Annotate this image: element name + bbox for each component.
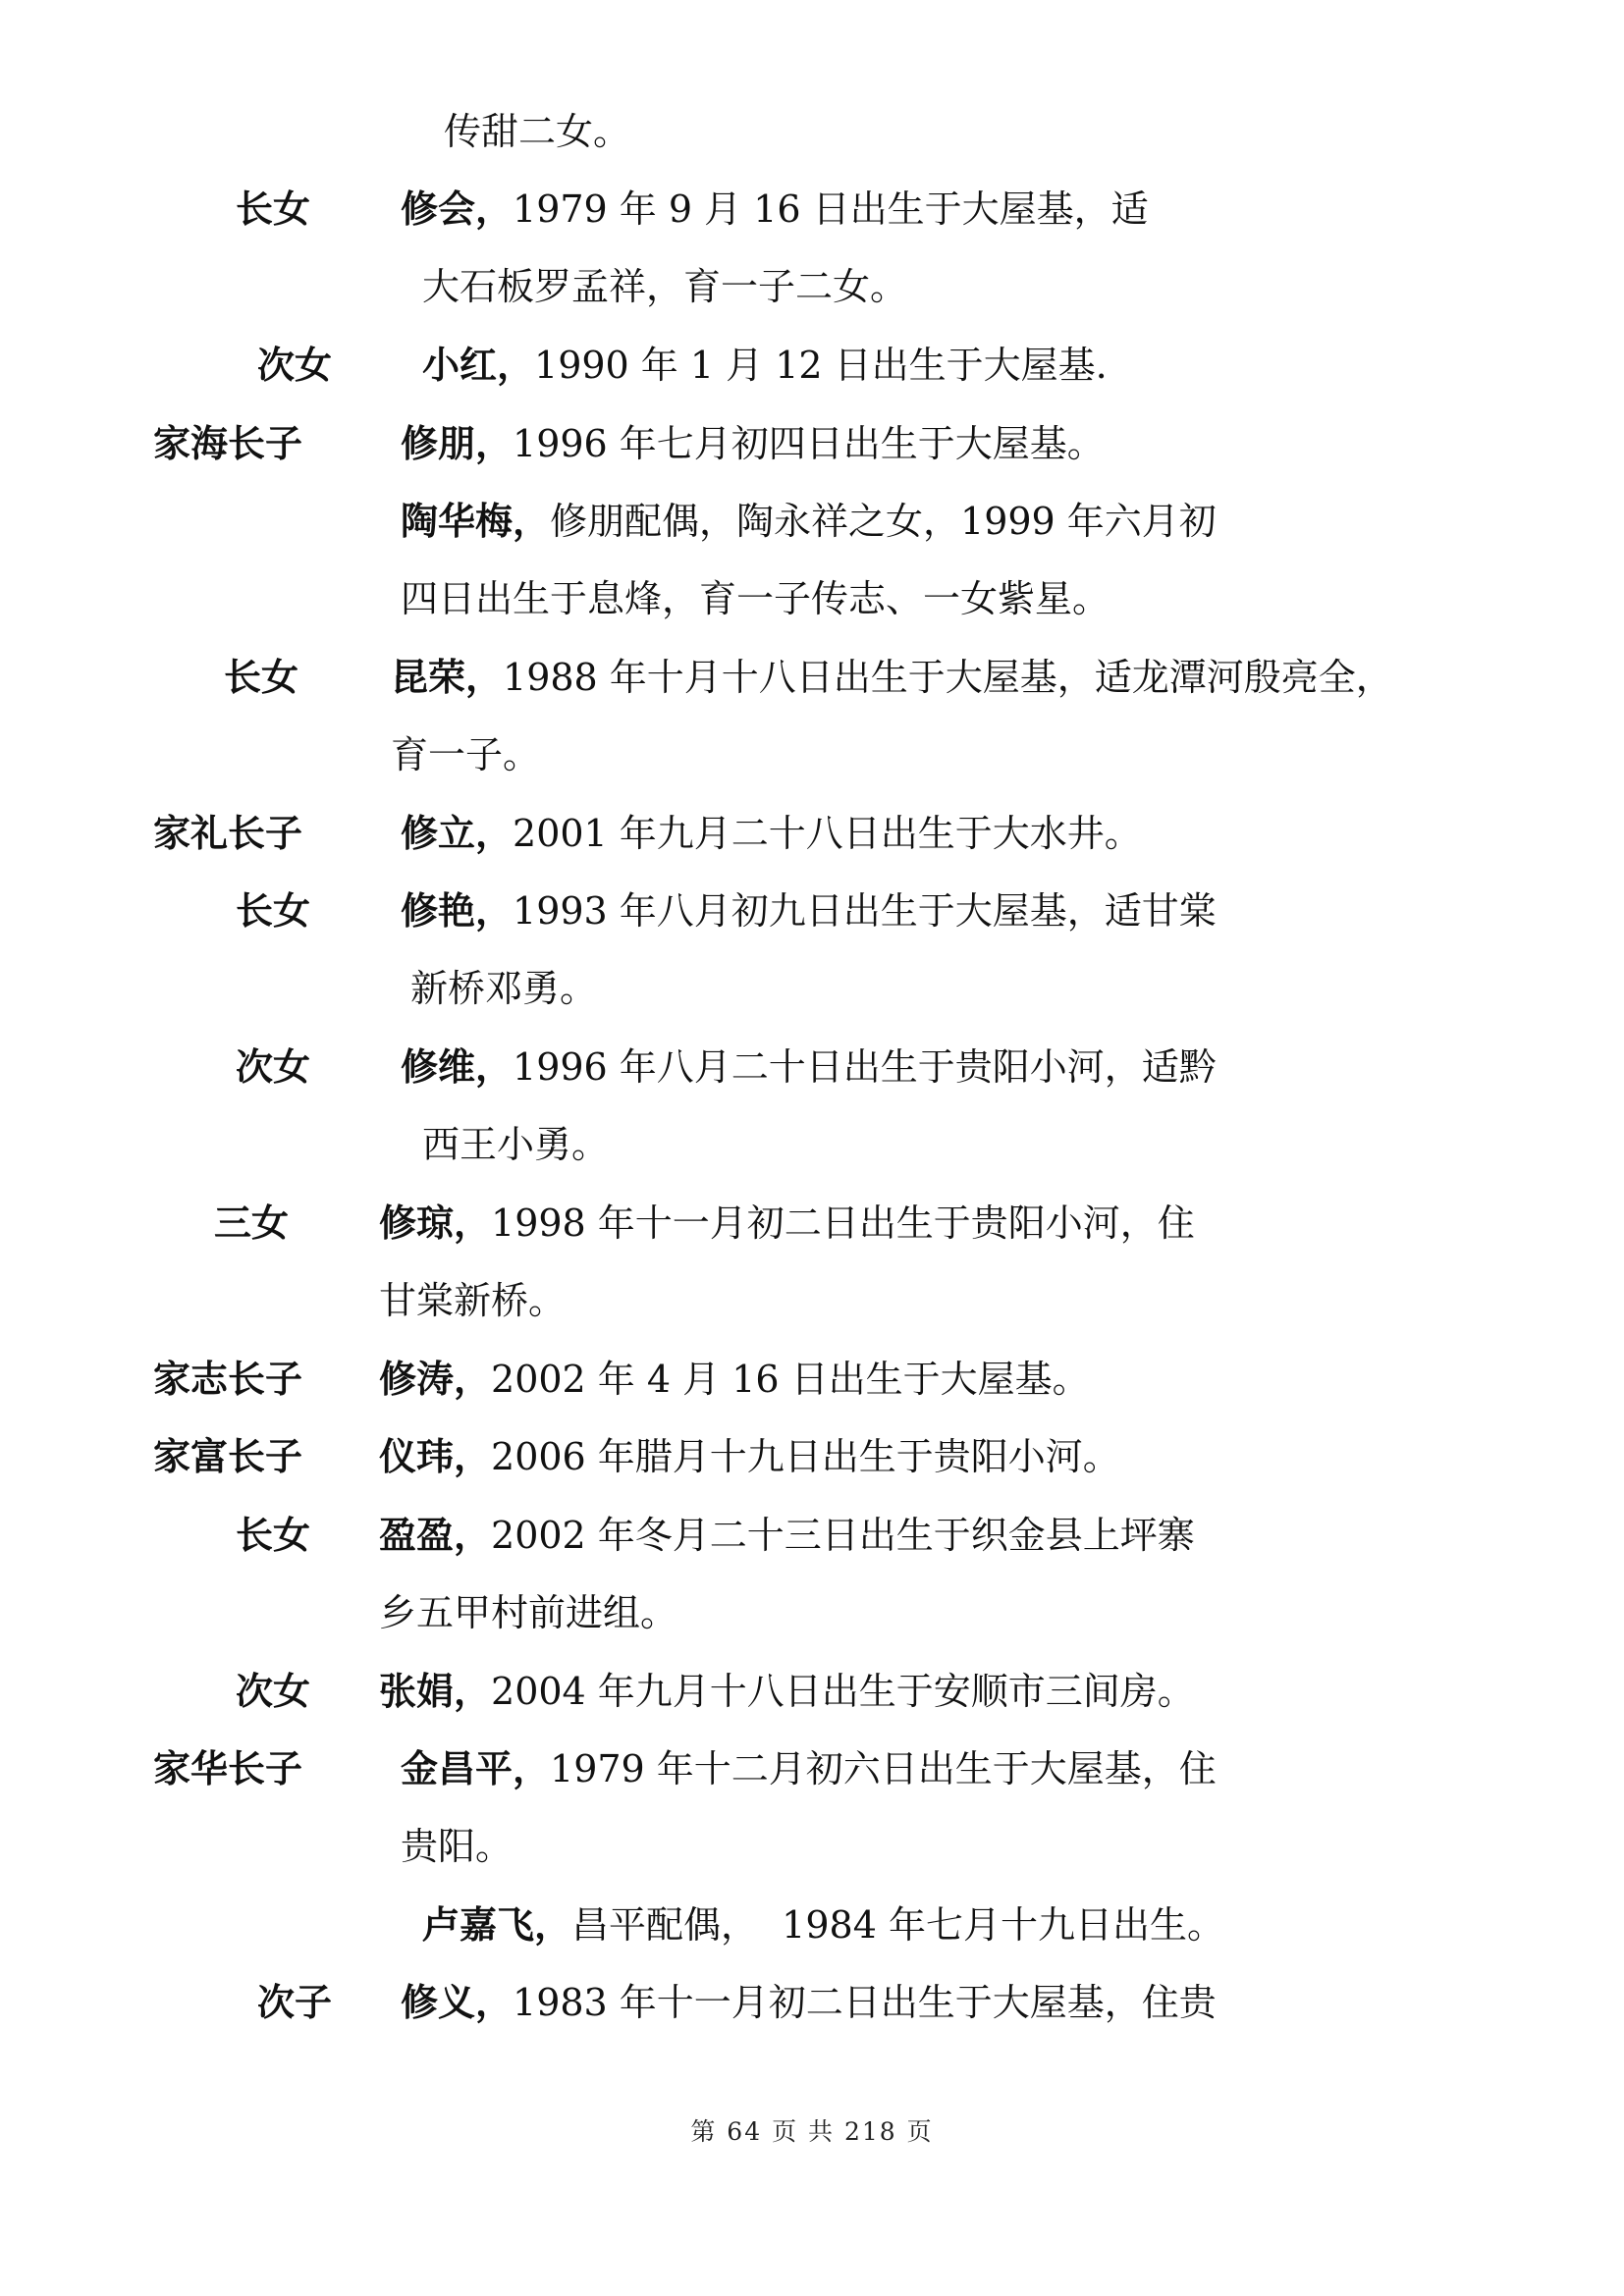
- genealogy-entry: 修朋，1996 年七月初四日出生于大屋基。: [401, 421, 1105, 465]
- relation-label: 三女: [214, 1201, 290, 1245]
- genealogy-entry: 修维，1996 年八月二十日出生于贵阳小河，适黔: [401, 1044, 1217, 1089]
- relation-label: 长女: [236, 187, 311, 231]
- relation-label: 长女: [224, 655, 299, 699]
- genealogy-entry: 修义，1983 年十一月初二日出生于大屋基，住贵: [401, 1980, 1217, 2024]
- text-line: 乡五甲村前进组。: [379, 1591, 678, 1634]
- genealogy-entry: 昆荣，1988 年十月十八日出生于大屋基，适龙潭河殷亮全，: [391, 655, 1393, 699]
- person-name: 盈盈，: [379, 1513, 492, 1557]
- genealogy-entry: 金昌平，1979 年十二月初六日出生于大屋基，住: [401, 1746, 1217, 1790]
- person-name: 小红，: [422, 343, 535, 387]
- genealogy-entry: 修琼，1998 年十一月初二日出生于贵阳小河，住: [379, 1201, 1195, 1245]
- person-name: 修朋，: [401, 421, 514, 465]
- relation-label: 长女: [236, 1513, 311, 1557]
- genealogy-entry: 张娟，2004 年九月十八日出生于安顺市三间房。: [379, 1669, 1195, 1713]
- person-name: 仪玮，: [379, 1434, 492, 1478]
- person-name: 修琼，: [379, 1201, 492, 1245]
- text-line: 西王小勇。: [422, 1123, 610, 1166]
- relation-label: 家志长子: [153, 1357, 303, 1401]
- genealogy-entry: 修会，1979 年 9 月 16 日出生于大屋基，适: [401, 187, 1149, 231]
- genealogy-entry: 陶华梅，修朋配偶，陶永祥之女，1999 年六月初: [401, 499, 1217, 543]
- genealogy-entry: 修艳，1993 年八月初九日出生于大屋基，适甘棠: [401, 888, 1217, 933]
- genealogy-entry: 盈盈，2002 年冬月二十三日出生于织金县上坪寨: [379, 1513, 1195, 1557]
- person-name: 修艳，: [401, 888, 514, 933]
- genealogy-entry: 卢嘉飞，昌平配偶， 1984 年七月十九日出生。: [422, 1902, 1224, 1947]
- text-line: 传甜二女。: [444, 110, 631, 153]
- relation-label: 次女: [236, 1044, 311, 1089]
- person-name: 修维，: [401, 1044, 514, 1089]
- text-line: 四日出生于息烽，育一子传志、一女紫星。: [401, 577, 1110, 620]
- person-name: 修义，: [401, 1980, 514, 2024]
- relation-label: 长女: [236, 888, 311, 933]
- person-name: 修涛，: [379, 1357, 492, 1401]
- text-line: 甘棠新桥。: [379, 1279, 567, 1322]
- text-line: 贵阳。: [401, 1825, 514, 1868]
- relation-label: 家礼长子: [153, 811, 303, 855]
- relation-label: 家华长子: [153, 1746, 303, 1790]
- person-name: 张娟，: [379, 1669, 492, 1713]
- person-name: 修会，: [401, 187, 514, 231]
- page-number-footer: 第 64 页 共 218 页: [690, 2117, 934, 2146]
- text-line: 育一子。: [391, 733, 541, 776]
- person-name: 陶华梅，: [401, 499, 551, 543]
- relation-label: 家海长子: [153, 421, 303, 465]
- relation-label: 家富长子: [153, 1434, 303, 1478]
- person-name: 金昌平，: [401, 1746, 551, 1790]
- person-name: 卢嘉飞，: [422, 1902, 572, 1947]
- relation-label: 次女: [257, 343, 333, 387]
- relation-label: 次女: [236, 1669, 311, 1713]
- genealogy-entry: 修立，2001 年九月二十八日出生于大水井。: [401, 811, 1142, 855]
- genealogy-entry: 仪玮，2006 年腊月十九日出生于贵阳小河。: [379, 1434, 1120, 1478]
- genealogy-entry: 修涛，2002 年 4 月 16 日出生于大屋基。: [379, 1357, 1090, 1401]
- text-line: 大石板罗孟祥，育一子二女。: [422, 265, 908, 308]
- person-name: 修立，: [401, 811, 514, 855]
- text-line: 新桥邓勇。: [410, 967, 598, 1010]
- genealogy-entry: 小红，1990 年 1 月 12 日出生于大屋基.: [422, 343, 1108, 387]
- person-name: 昆荣，: [391, 655, 504, 699]
- relation-label: 次子: [257, 1980, 333, 2024]
